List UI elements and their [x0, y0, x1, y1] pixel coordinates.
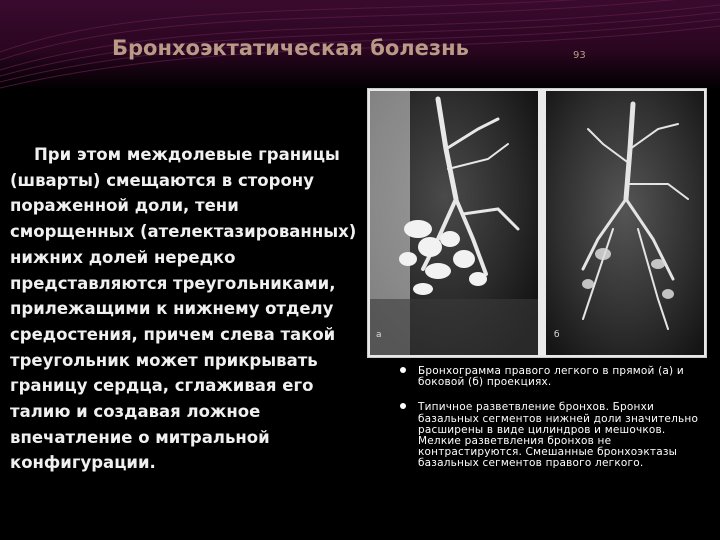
xray-frontal-view	[370, 91, 538, 355]
caption-text: Бронхограмма правого легкого в прямой (а) и боковой (б) проекциях.	[418, 365, 684, 389]
body-paragraph: При этом междолевые границы (шварты) смещаются в сторону пораженной доли, тени сморщенных (ателектазированных) нижних долей нередко представляются треугольниками, прилежащими к нижнему отделу средостения, причем слева такой треугольник может прикрывать границу сердца, сглаживая его талию и создавая ложное впечатление о митральной конфигурации.	[10, 145, 357, 473]
xray-lateral-view	[546, 91, 704, 355]
label-a: а	[376, 330, 382, 340]
bullet-icon	[400, 367, 406, 373]
page-number: 93	[573, 50, 586, 61]
list-item	[402, 366, 702, 388]
caption-list	[402, 366, 702, 484]
bronchogram-image	[367, 88, 707, 358]
label-b: б	[554, 330, 560, 340]
slide-title: Бронхоэктатическая болезнь	[112, 36, 469, 60]
bullet-icon	[400, 403, 406, 409]
list-item	[402, 402, 702, 469]
caption-text: Типичное разветвление бронхов. Бронхи базальных сегментов нижней доли значительно расширены в виде цилиндров и мешочков. Мелкие разветвления бронхов не контрастируются. Смешанные бронхоэктазы базальных сегментов правого легкого.	[418, 401, 699, 470]
